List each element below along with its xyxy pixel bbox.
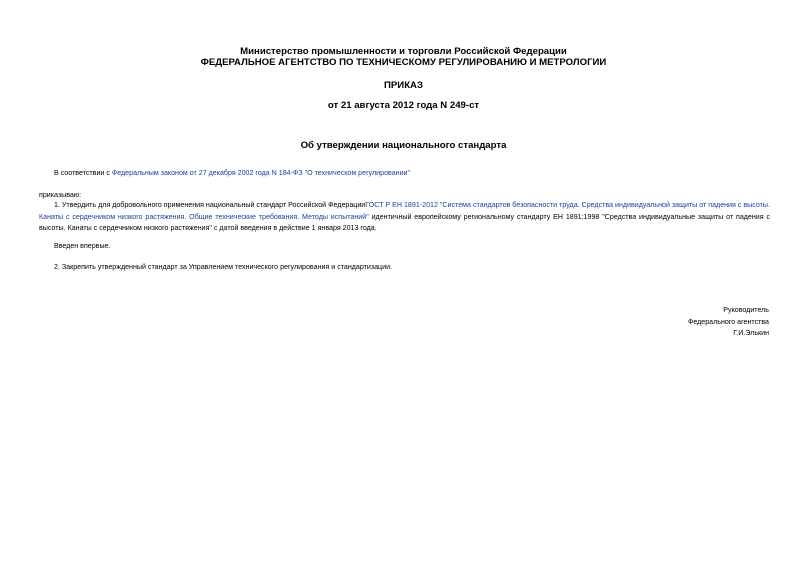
- document-date-number: от 21 августа 2012 года N 249-ст: [327, 100, 480, 111]
- signature-block: [688, 305, 769, 340]
- agency-name: ФЕДЕРАЛЬНОЕ АГЕНТСТВО ПО ТЕХНИЧЕСКОМУ РЕГУЛИРОВАНИЮ И МЕТРОЛОГИИ: [200, 57, 607, 68]
- gost-standard-link[interactable]: ГОСТ Р ЕН 1891-2012 "Система стандартов безопасности труда. Средства индивидуальной защиты от падения с высоты. Канаты с сердечником низкого растяжения. Общие технические требования. Методы испытаний": [39, 201, 770, 221]
- basis-paragraph: [39, 168, 770, 180]
- introduced-first-time: Введен впервые.: [54, 242, 111, 250]
- document-type: ПРИКАЗ: [384, 80, 423, 91]
- order-word: приказываю:: [39, 191, 82, 199]
- item-1-suffix: идентичный европейскому региональному стандарту ЕН 1891:1998 "Средства индивидуальные защиты от падения с высоты. Канаты с сердечником низкого растяжения" с датой введения в действие 1 января 2013 года.: [39, 212, 770, 232]
- signatory-title-line-2: Федерального агентства: [687, 317, 769, 326]
- item-2-paragraph: 2. Закрепить утвержденный стандарт за Управлением технического регулирования и стандартизации.: [54, 263, 393, 271]
- ministry-name: Министерство промышленности и торговли Российской Федерации: [240, 46, 567, 57]
- document-subject: Об утверждении национального стандарта: [300, 140, 507, 151]
- item-1-paragraph: [39, 200, 770, 235]
- federal-law-link[interactable]: Федеральным законом от 27 декабря 2002 года N 184-ФЗ "О техническом регулировании": [111, 169, 411, 177]
- signatory-name: Г.И.Элькин: [733, 329, 769, 337]
- basis-prefix: В соответствии с: [54, 169, 112, 177]
- item-1-prefix: 1. Утвердить для добровольного применения национальный стандарт Российской Федерации: [54, 201, 366, 209]
- signatory-title-line-1: Руководитель: [723, 306, 769, 314]
